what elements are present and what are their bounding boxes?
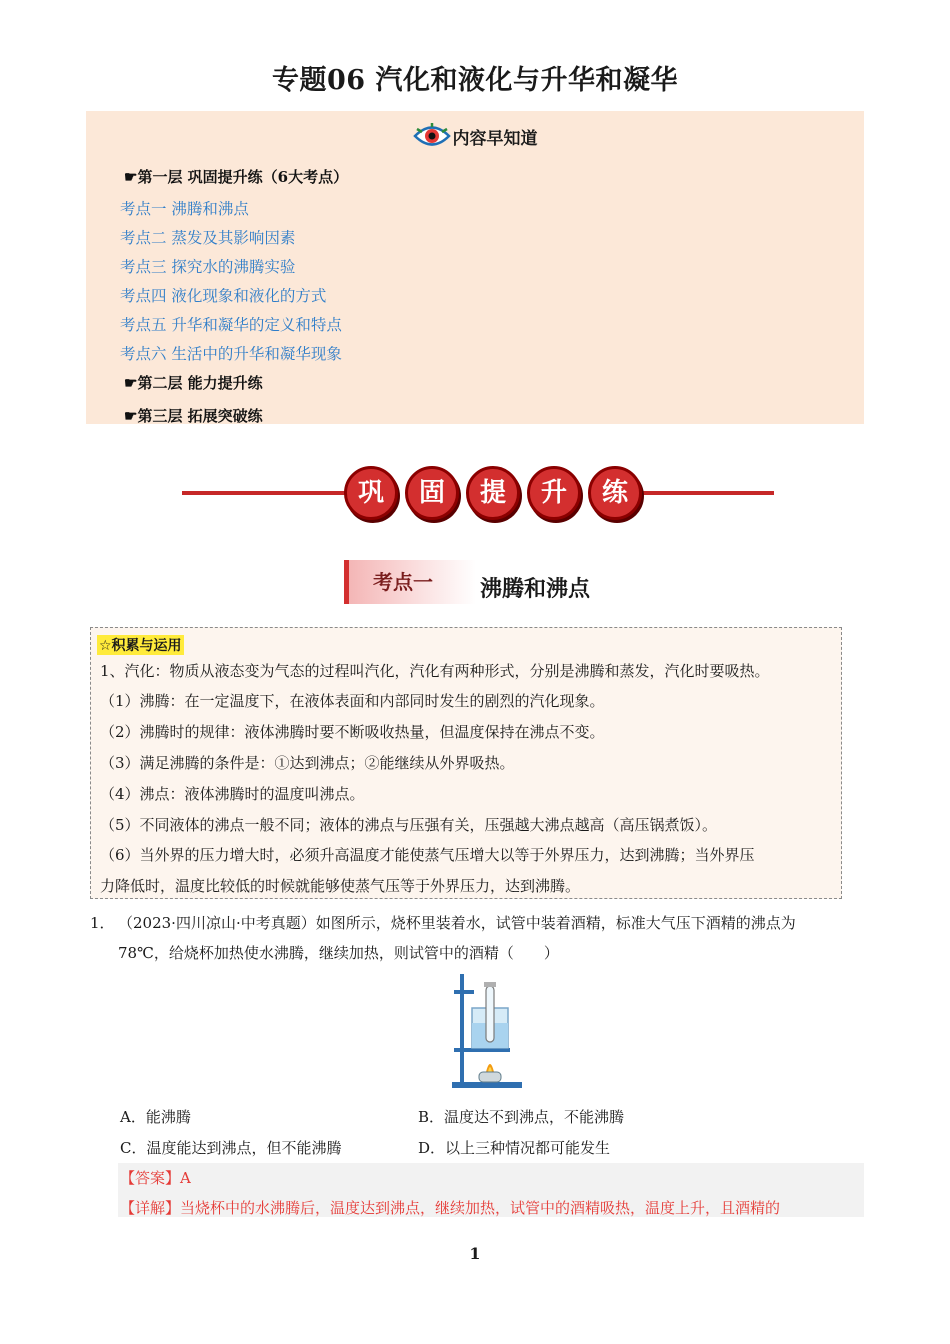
kaodian-title: 沸腾和沸点 <box>480 576 591 602</box>
accumulate-line: 力降低时，温度比较低的时候就能够使蒸气压等于外界压力，达到沸腾。 <box>100 877 581 895</box>
kaodian-tag: 考点一 <box>344 560 476 604</box>
apparatus-figure <box>446 968 526 1092</box>
toc-layer-2[interactable]: ☛第二层 能力提升练 <box>124 374 263 392</box>
toc-item-3[interactable]: 考点三 探究水的沸腾实验 <box>120 258 296 276</box>
toc-item-6[interactable]: 考点六 生活中的升华和凝华现象 <box>120 345 342 363</box>
accumulate-line: （1）沸腾：在一定温度下，在液体表面和内部同时发生的剧烈的汽化现象。 <box>100 692 605 710</box>
option-d[interactable]: D．以上三种情况都可能发生 <box>418 1139 611 1157</box>
accumulate-label: ☆积累与运用 <box>97 635 184 655</box>
option-a[interactable]: A．能沸腾 <box>120 1108 191 1126</box>
question-stem-line2: 78℃，给烧杯加热使水沸腾，继续加热，则试管中的酒精（ ） <box>118 944 559 962</box>
toc-item-4[interactable]: 考点四 液化现象和液化的方式 <box>120 287 327 305</box>
accumulate-line: （3）满足沸腾的条件是：①达到沸点；②能继续从外界吸热。 <box>100 754 515 772</box>
answer-text: 【答案】A <box>120 1169 191 1187</box>
banner-char: 提 <box>466 466 520 520</box>
accumulate-line: （4）沸点：液体沸腾时的温度叫沸点。 <box>100 785 365 803</box>
banner-char: 固 <box>405 466 459 520</box>
detail-text: 【详解】当烧杯中的水沸腾后，温度达到沸点，继续加热，试管中的酒精吸热，温度上升，且酒精的 <box>120 1199 781 1217</box>
toc-heading <box>86 123 864 149</box>
section-banner <box>182 466 774 522</box>
banner-char: 练 <box>588 466 642 520</box>
toc-item-5[interactable]: 考点五 升华和凝华的定义和特点 <box>120 316 342 334</box>
accumulate-line: （6）当外界的压力增大时，必须升高温度才能使蒸气压增大以等于外界压力，达到沸腾；当外界压 <box>100 846 755 864</box>
question-stem-line1: （2023·四川凉山·中考真题）如图所示，烧杯里装着水，试管中装着酒精，标准大气压下酒精的沸点为 <box>118 914 796 932</box>
option-c[interactable]: C．温度能达到沸点，但不能沸腾 <box>120 1139 342 1157</box>
page-title: 专题06 汽化和液化与升华和凝华 <box>272 65 678 96</box>
banner-line-left <box>182 491 352 495</box>
toc-box <box>86 111 864 424</box>
banner-chars <box>344 466 642 520</box>
toc-layer-3[interactable]: ☛第三层 拓展突破练 <box>124 407 263 425</box>
answer-box <box>118 1163 864 1217</box>
toc-item-1[interactable]: 考点一 沸腾和沸点 <box>120 200 249 218</box>
accumulate-line: （5）不同液体的沸点一般不同；液体的沸点与压强有关，压强越大沸点越高（高压锅煮饭）。 <box>100 816 718 834</box>
page-number: 1 <box>469 1244 481 1263</box>
toc-heading-text: 内容早知道 <box>452 128 538 149</box>
banner-char: 巩 <box>344 466 398 520</box>
accumulate-line: （2）沸腾时的规律：液体沸腾时要不断吸收热量，但温度保持在沸点不变。 <box>100 723 605 741</box>
accumulate-box <box>90 627 842 899</box>
toc-item-2[interactable]: 考点二 蒸发及其影响因素 <box>120 229 296 247</box>
question-number: 1． <box>90 914 115 932</box>
eye-icon <box>413 123 451 149</box>
option-b[interactable]: B．温度达不到沸点，不能沸腾 <box>418 1108 625 1126</box>
banner-char: 升 <box>527 466 581 520</box>
toc-layer-1[interactable]: ☛第一层 巩固提升练（6大考点） <box>124 168 349 186</box>
accumulate-line: 1、汽化：物质从液态变为气态的过程叫汽化，汽化有两种形式，分别是沸腾和蒸发，汽化时要吸热。 <box>100 662 770 680</box>
